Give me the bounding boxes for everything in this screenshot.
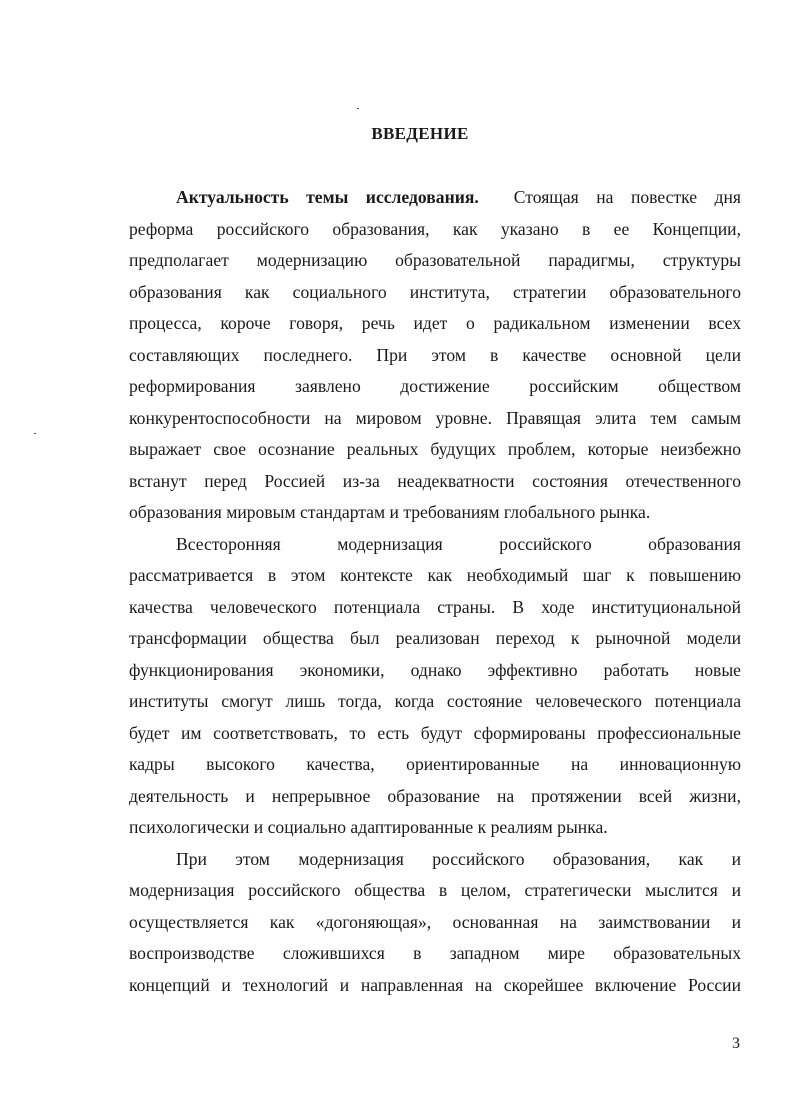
text-line: При этом модернизация российского образования, как и <box>176 848 741 869</box>
text-line: кадры высокого качества, ориентированные на инновационную <box>129 754 741 774</box>
text-line: встанут перед Россией из-за неадекватности состояния отечественного <box>129 470 741 491</box>
text-line: предполагает модернизацию образовательной парадигмы, структуры <box>129 250 741 270</box>
scan-speck <box>34 433 36 434</box>
text-line: институты смогут лишь тогда, когда состояние человеческого потенциала <box>129 691 741 711</box>
text-line: образования мировым стандартам и требованиям глобального рынка. <box>129 502 651 522</box>
text-line: будет им соответствовать, то есть будут сформированы профессиональные <box>129 722 741 743</box>
text-line: реформирования заявлено достижение российским обществом <box>129 376 741 396</box>
text-line: модернизация российского общества в целом, стратегически мыслится и <box>129 880 741 900</box>
text-line: рассматривается в этом контексте как необходимый шаг к повышению <box>129 565 741 585</box>
text-line: образования как социального института, стратегии образовательного <box>129 281 741 302</box>
text-line: выражает свое осознание реальных будущих проблем, которые неизбежно <box>129 439 741 459</box>
document-body <box>129 182 741 1001</box>
text-line: составляющих последнего. При этом в качестве основной цели <box>129 344 741 365</box>
text-line <box>129 182 741 214</box>
text-line: Всесторонняя модернизация российского образования <box>176 533 741 554</box>
text-line: воспроизводстве сложившихся в западном мире образовательных <box>129 943 741 963</box>
text-line: деятельность и непрерывное образование на протяжении всей жизни, <box>129 785 741 806</box>
text-line: конкурентоспособности на мировом уровне. Правящая элита тем самым <box>129 407 741 428</box>
text-line: осуществляется как «догоняющая», основанная на заимствовании и <box>129 911 741 932</box>
text-line: концепций и технологий и направленная на скорейшее включение России <box>129 974 741 995</box>
text-line: реформа российского образования, как указано в ее Концепции, <box>129 218 741 239</box>
text-line: психологически и социально адаптированные к реалиям рынка. <box>129 817 608 837</box>
scan-speck <box>357 108 359 109</box>
text-line: трансформации общества был реализован переход к рыночной модели <box>129 628 741 648</box>
page-title: ВВЕДЕНИЕ <box>371 124 469 143</box>
text-line: функционирования экономики, однако эффективно работать новые <box>129 659 741 680</box>
page-number: 3 <box>732 1035 740 1052</box>
paragraph-text: Стоящая на повестке дня <box>513 187 742 207</box>
text-line: качества человеческого потенциала страны. В ходе институциональной <box>129 596 741 617</box>
text-line: процесса, короче говоря, речь идет о радикальном изменении всех <box>129 313 741 333</box>
section-lead-heading: Актуальность темы исследования. <box>176 187 479 207</box>
